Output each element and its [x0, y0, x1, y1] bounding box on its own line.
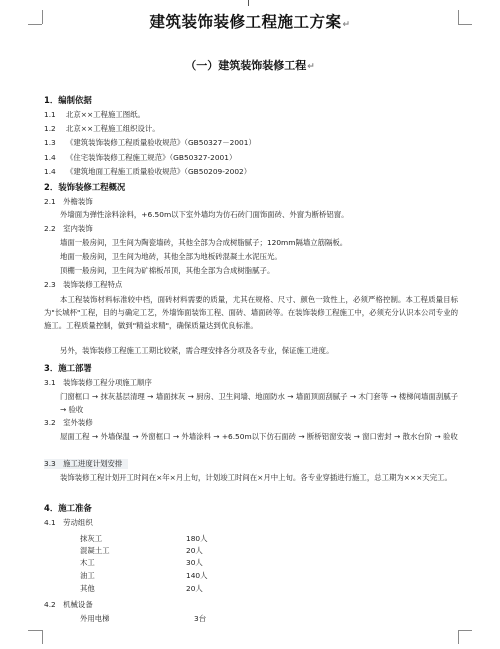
list-item-text: 《建筑地面工程施工质量验收规范》（GB50209-2002）	[66, 167, 252, 176]
subsection-2-2-line: 顶棚一般房间，卫生间为矿棉板吊顶，其他全部为合成树脂腻子。	[60, 266, 275, 275]
subsection-2-3-paragraph: 本工程装饰材料标准较中档，面砖材料需要的质量，尤其在规格、尺寸、颜色一致性上，必须严格控制。本工程质量目标为"长城杯"工程，目的与确定工艺，外墙饰面装饰工程、面砖、墙面砖等。在装饰装修工程施工中，必须充分认识本公司专业的施工。工程质量控制，做到"精益求精"，确保质量达到优良标准。	[44, 295, 458, 330]
labor-role: 抹灰工	[80, 534, 103, 543]
subsection-4-2-title: 4.2 机械设备	[44, 600, 93, 609]
document-title	[0, 10, 500, 32]
section-4-heading: 4．施工准备	[44, 503, 92, 513]
subsection-3-2-title: 3.2 室外装修	[44, 418, 93, 427]
list-item	[44, 153, 236, 163]
subsection-4-1-title: 4.1 劳动组织	[44, 518, 93, 527]
labor-count: 20人	[186, 584, 203, 593]
labor-count: 140人	[186, 571, 208, 580]
subsection-3-2-text: 屋面工程 → 外墙保温 → 外窗框口 → 外墙涂料 → +6.50m以下仿石面砖 → 断桥铝窗安装 → 窗口密封 → 散水台阶 → 验收	[60, 432, 458, 441]
top-crop-mark	[248, 0, 249, 6]
list-item-text: 《住宅装饰装修工程施工规范》（GB50327-2001）	[66, 153, 237, 162]
crop-mark-bl-h	[28, 630, 42, 631]
labor-role: 木工	[80, 558, 95, 567]
subsection-3-1-title: 3.1 装饰装修工程分项施工顺序	[44, 378, 152, 387]
paragraph-mark-icon: ↵	[342, 20, 351, 30]
labor-role: 其他	[80, 584, 95, 593]
list-item	[44, 110, 145, 120]
subsection-2-3-title: 2.3 装饰装修工程特点	[44, 280, 123, 289]
document-subtitle	[0, 57, 500, 73]
subsection-2-2-line: 地面一般房间，卫生间为地砖，其他全部为地板砖混凝土水泥压光。	[60, 252, 282, 261]
equipment-count: 3台	[194, 614, 207, 623]
subsection-2-1-title: 2.1 外檐装饰	[44, 197, 93, 206]
list-item	[44, 138, 256, 148]
crop-mark-bl-v	[42, 630, 43, 644]
document-title-text: 建筑装饰装修工程施工方案	[149, 13, 342, 31]
list-item	[44, 124, 160, 134]
equipment-name: 外用电梯	[80, 614, 110, 623]
subsection-2-3-paragraph-2: 另外，装饰装修工程施工工期比较紧，需合理安排各分项及各专业，保证施工进度。	[60, 346, 334, 355]
subsection-3-3-title: 3.3 施工进度计划安排	[44, 459, 128, 469]
list-item-text: 北京××工程施工组织设计。	[66, 124, 160, 133]
subsection-2-2-line: 墙面一般房间，卫生间为陶瓷墙砖，其他全部为合成树脂腻子；120mm隔墙立筋隔板。	[60, 238, 348, 247]
list-item-number: 1.1	[44, 110, 56, 119]
list-item-number: 1.2	[44, 124, 56, 133]
list-item-number: 1.3	[44, 138, 56, 147]
section-3-heading: 3．施工部署	[44, 363, 92, 373]
list-item-text: 《建筑装饰装修工程质量验收规范》（GB50327－2001）	[66, 138, 256, 147]
subsection-2-1-text: 外墙面为弹性涂料涂料，+6.50m以下室外墙均为仿石砖门面饰面砖、外窗为断桥铝窗。	[60, 210, 349, 219]
subsection-2-2-title: 2.2 室内装饰	[44, 224, 93, 233]
subsection-3-3-text: 装饰装修工程计划开工时间在×年×月上旬，计划竣工时间在×月中上旬。各专业穿插进行施工，总工期为×××天完工。	[60, 473, 452, 482]
crop-mark-br-h	[458, 630, 472, 631]
crop-mark-br-v	[458, 630, 459, 644]
paragraph-mark-icon: ↵	[307, 62, 315, 72]
labor-count: 180人	[186, 534, 208, 543]
labor-count: 20人	[186, 546, 203, 555]
list-item-number: 1.4	[44, 167, 56, 176]
labor-role: 油工	[80, 571, 95, 580]
document-subtitle-text: （一）建筑装饰装修工程	[185, 59, 307, 72]
section-2-heading: 2．装饰装修工程概况	[44, 182, 126, 192]
labor-role: 混凝土工	[80, 546, 110, 555]
list-item-number: 1.4	[44, 153, 56, 162]
list-item-text: 北京××工程施工图纸。	[66, 110, 145, 119]
labor-count: 30人	[186, 558, 203, 567]
subsection-3-1-text: 门窗框口 → 抹灰基层清理 → 墙面抹灰 → 厨房、卫生间墙、地面防水 → 墙面顶面刮腻子 → 木门套等 → 楼梯间墙面刮腻子 → 验收	[60, 392, 458, 414]
list-item	[44, 167, 251, 177]
section-1-heading: 1．编制依据	[44, 95, 92, 105]
